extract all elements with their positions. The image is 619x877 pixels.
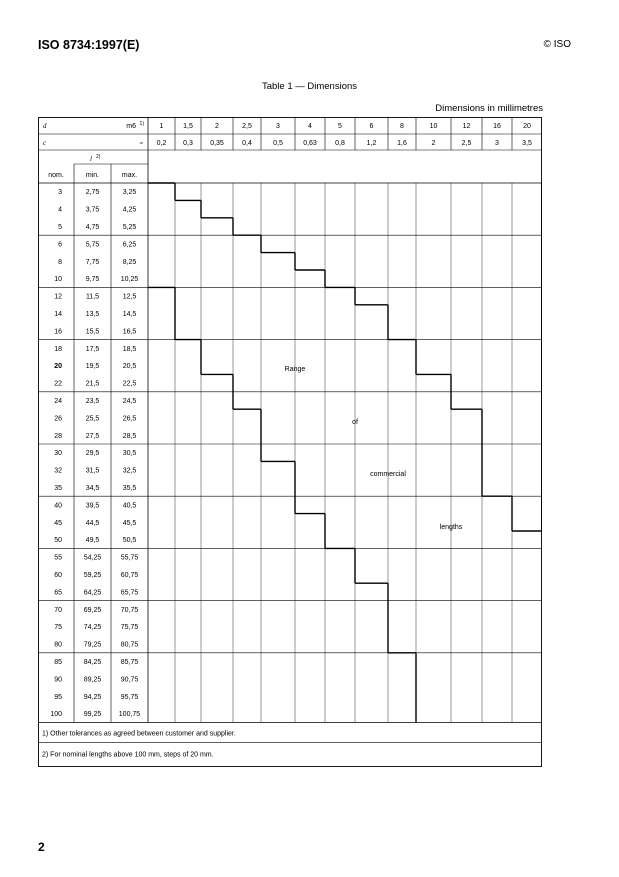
row-nom: 60 — [54, 572, 62, 579]
row-nom: 10 — [54, 276, 62, 284]
c-value: 3 — [495, 140, 499, 147]
c-label: c — [43, 139, 47, 147]
table-caption: Table 1 — Dimensions — [261, 81, 358, 92]
row-min: 64,25 — [83, 589, 102, 597]
row-max: 3,25 — [122, 189, 137, 197]
row-nom: 75 — [54, 624, 62, 632]
c-value: 0,5 — [273, 140, 283, 147]
row-max: 8,25 — [122, 258, 137, 266]
row-min: 21,5 — [85, 380, 100, 388]
row-max: 75,75 — [120, 624, 139, 632]
c-value: 0,2 — [156, 140, 167, 147]
c-approx-symbol: ≈ — [139, 141, 143, 147]
d-value: 6 — [369, 123, 374, 130]
row-nom: 6 — [58, 241, 62, 249]
row-max: 16,5 — [122, 328, 137, 336]
row-nom: 90 — [54, 676, 62, 684]
row-nom: 16 — [54, 328, 62, 336]
row-nom: 95 — [54, 693, 62, 701]
row-min: 19,5 — [85, 363, 100, 371]
footnote-2: 2) For nominal lengths above 100 mm, steps of 20 mm. — [42, 751, 214, 759]
row-min: 74,25 — [83, 624, 102, 632]
row-max: 45,5 — [122, 519, 137, 527]
range-word: lengths — [439, 524, 463, 531]
row-min: 5,75 — [85, 241, 100, 249]
row-nom: 80 — [54, 641, 62, 649]
row-min: 9,75 — [85, 276, 100, 284]
row-min: 49,5 — [85, 537, 100, 545]
c-value: 0,35 — [210, 140, 224, 147]
table-border — [39, 118, 542, 767]
row-max: 80,75 — [120, 641, 139, 649]
row-max: 30,5 — [122, 450, 137, 458]
row-max: 12,5 — [122, 293, 137, 301]
row-nom: 55 — [54, 554, 62, 562]
row-min: 2,75 — [85, 189, 100, 197]
row-nom: 65 — [54, 589, 62, 597]
d-value: 2 — [215, 123, 219, 130]
row-max: 60,75 — [120, 572, 139, 579]
row-max: 32,5 — [122, 467, 137, 475]
row-min: 39,5 — [85, 502, 100, 510]
row-nom: 5 — [58, 224, 62, 231]
row-nom: 26 — [54, 415, 62, 423]
row-nom: 35 — [54, 485, 62, 492]
sub-header: min. — [85, 172, 100, 179]
row-max: 90,75 — [120, 676, 139, 684]
row-max: 85,75 — [120, 659, 139, 666]
row-min: 4,75 — [85, 224, 100, 231]
row-min: 84,25 — [83, 659, 102, 666]
row-max: 22,5 — [122, 380, 137, 388]
row-nom: 8 — [58, 258, 62, 266]
d-value: 2,5 — [242, 123, 252, 130]
row-max: 5,25 — [122, 224, 137, 231]
row-min: 54,25 — [83, 554, 102, 562]
row-nom: 45 — [54, 519, 62, 527]
d-value: 8 — [400, 123, 404, 130]
document-standard-id: ISO 8734:1997(E) — [38, 38, 140, 52]
row-min: 29,5 — [85, 450, 100, 458]
row-max: 40,5 — [122, 502, 137, 510]
range-word: Range — [284, 366, 306, 373]
row-max: 100,75 — [118, 711, 141, 719]
c-value: 2,5 — [461, 140, 472, 147]
row-nom: 12 — [54, 293, 62, 301]
c-value: 2 — [431, 140, 436, 147]
row-nom: 28 — [54, 432, 62, 440]
row-nom: 70 — [54, 606, 62, 614]
row-max: 4,25 — [122, 206, 137, 214]
page-number: 2 — [38, 840, 45, 854]
sub-header: nom. — [48, 172, 64, 179]
tolerance-label: m6 — [126, 123, 136, 130]
sub-header: max. — [121, 172, 138, 179]
row-nom: 18 — [54, 345, 62, 353]
d-value: 10 — [429, 123, 438, 130]
c-value: 1,6 — [397, 140, 407, 147]
row-max: 35,5 — [122, 485, 137, 492]
dimensions-table — [38, 117, 542, 767]
row-max: 6,25 — [122, 241, 137, 249]
row-min: 69,25 — [83, 606, 102, 614]
row-nom: 3 — [58, 189, 62, 197]
d-value: 5 — [338, 123, 342, 130]
row-min: 3,75 — [85, 206, 100, 214]
row-min: 7,75 — [85, 258, 100, 266]
range-word: commercial — [370, 471, 406, 478]
row-max: 50,5 — [122, 537, 137, 545]
c-value: 1,2 — [366, 140, 377, 147]
row-min: 34,5 — [85, 485, 100, 492]
range-word: of — [352, 419, 358, 426]
row-min: 15,5 — [85, 328, 100, 336]
d-value: 1 — [159, 123, 164, 130]
row-max: 55,75 — [120, 554, 139, 562]
row-nom: 4 — [58, 206, 62, 214]
row-min: 27,5 — [85, 432, 100, 440]
c-value: 3,5 — [522, 140, 532, 147]
row-max: 26,5 — [122, 415, 137, 423]
row-min: 31,5 — [85, 467, 100, 475]
row-max: 28,5 — [122, 432, 137, 440]
tolerance-footnote-ref: 1) — [139, 121, 144, 127]
row-nom: 24 — [54, 398, 62, 405]
row-min: 23,5 — [85, 398, 100, 405]
row-nom: 22 — [54, 380, 62, 388]
row-min: 11,5 — [85, 293, 100, 301]
d-value: 4 — [308, 123, 312, 130]
row-max: 14,5 — [122, 311, 137, 318]
d-value: 12 — [462, 123, 471, 130]
l-label: l — [90, 155, 92, 163]
d-value: 16 — [493, 123, 501, 130]
row-max: 65,75 — [120, 589, 139, 597]
d-value: 20 — [523, 123, 531, 130]
row-max: 95,75 — [120, 693, 139, 701]
row-max: 24,5 — [122, 398, 137, 405]
row-min: 25,5 — [85, 415, 100, 423]
row-min: 94,25 — [83, 693, 102, 701]
row-min: 13,5 — [85, 311, 100, 318]
c-value: 0,63 — [303, 140, 317, 147]
row-nom: 50 — [54, 537, 62, 545]
units-note: Dimensions in millimetres — [435, 103, 543, 114]
row-min: 99,25 — [83, 711, 102, 719]
d-value: 3 — [276, 123, 280, 130]
row-nom: 40 — [54, 502, 62, 510]
copyright-mark: © ISO — [543, 39, 571, 50]
c-value: 0,4 — [242, 140, 252, 147]
row-nom: 100 — [50, 711, 62, 719]
row-nom: 32 — [54, 467, 62, 475]
d-label: d — [43, 122, 47, 130]
row-min: 17,5 — [85, 345, 100, 353]
row-nom: 20 — [54, 363, 62, 371]
row-min: 59,25 — [83, 572, 102, 579]
row-min: 44,5 — [85, 519, 100, 527]
row-nom: 14 — [54, 311, 62, 318]
row-nom: 30 — [54, 450, 62, 458]
row-max: 70,75 — [120, 606, 139, 614]
c-value: 0,8 — [335, 140, 345, 147]
row-max: 18,5 — [122, 345, 137, 353]
row-max: 20,5 — [122, 363, 137, 371]
row-nom: 85 — [54, 659, 62, 666]
footnote-1: 1) Other tolerances as agreed between customer and supplier. — [42, 730, 236, 738]
row-max: 10,25 — [120, 276, 139, 284]
c-value: 0,3 — [183, 140, 193, 147]
d-value: 1,5 — [183, 123, 193, 130]
l-footnote-ref: 2) — [96, 154, 101, 160]
row-min: 79,25 — [83, 641, 102, 649]
row-min: 89,25 — [83, 676, 102, 684]
